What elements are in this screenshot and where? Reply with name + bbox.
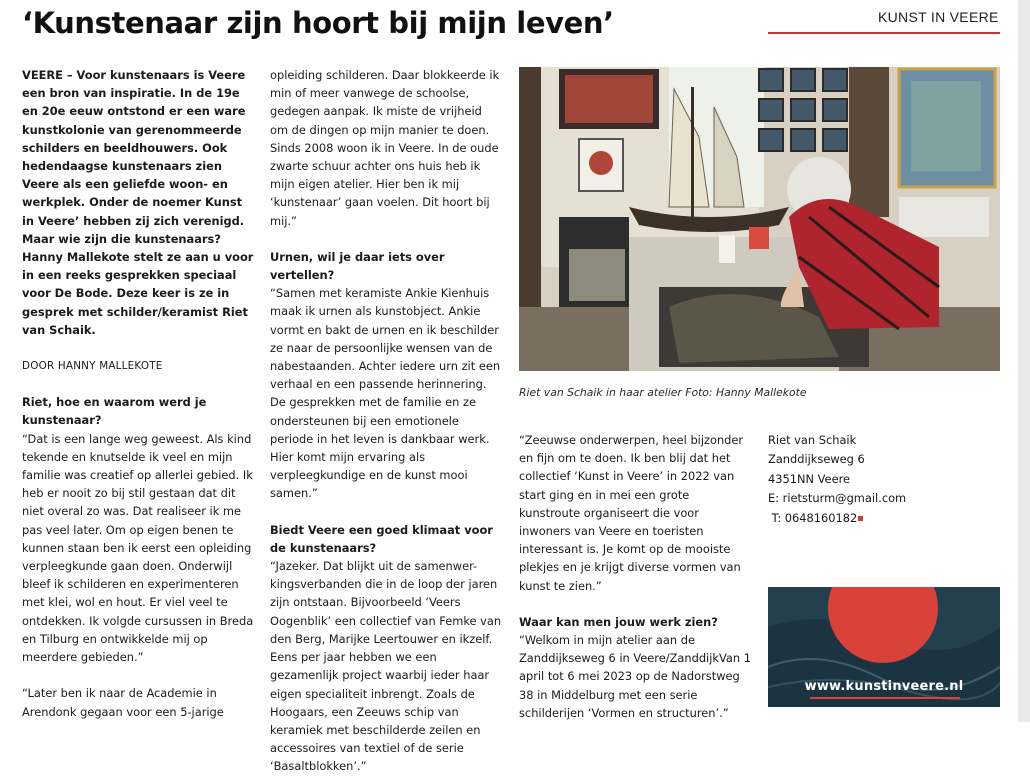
column-2 xyxy=(270,66,502,776)
answer-4: “Welkom in mijn atelier aan de Zanddijkseweg 6 in Veere/ZanddijkVan 1 april tot 6 mei 2023 op de Nadorstweg 38 in Middelburg met een serie schilderijen ‘Vormen en structuren’.” xyxy=(519,633,751,720)
kunst-in-veere-promo xyxy=(768,587,1000,707)
column-1 xyxy=(22,66,254,721)
question-4: Waar kan men jouw werk zien? xyxy=(519,614,718,629)
end-mark-icon xyxy=(858,516,863,521)
atelier-illustration xyxy=(519,67,1000,371)
atelier-photo xyxy=(519,67,1000,371)
photo-caption: Riet van Schaik in haar atelier Foto: Hanny Mallekote xyxy=(519,386,807,399)
paragraph-zeeuws: “Zeeuwse onderwerpen, heel bijzonder en fijn om te doen. Ik ben blij dat het collectief ‘Kunst in Veere’ in 2022 van start ging en in mei een grote kunstroute organiseert die voor inwoners van Veere en toeristen interessant is. Je komt op de mooiste plekjes en je krijgt diverse vormen van kunst te zien.” xyxy=(519,433,744,593)
paragraph-academy: “Later ben ik naar de Academie in Arendonk gegaan voor een 5-jarige xyxy=(22,686,224,719)
contact-phone-line xyxy=(768,509,906,528)
answer-2: “Samen met keramiste Ankie Kienhuis maak ik urnen als kunstobject. Ankie vormt en bakt de urnen en ik beschilder ze naar de persoonlijke wensen van de nabestaanden. Achter iedere urn zit een verhaal en een passende herinnering. De gesprekken met de familie en ze ondersteunen bij een emotionele periode in het leven is dankbaar werk. Hier komt mijn ervaring als verpleegkundige en de kunst mooi samen.” xyxy=(270,286,501,501)
section-rule xyxy=(768,32,1000,34)
contact-street: Zanddijkseweg 6 xyxy=(768,452,865,467)
contact-name: Riet van Schaik xyxy=(768,433,857,447)
question-2: Urnen, wil je daar iets over vertellen? xyxy=(270,249,445,283)
page-edge xyxy=(1018,0,1030,722)
column-3 xyxy=(519,431,751,722)
section-label: KUNST IN VEERE xyxy=(878,9,999,25)
byline: DOOR HANNY MALLEKOTE xyxy=(22,360,163,373)
url-underline xyxy=(810,697,960,699)
contact-block xyxy=(768,431,906,528)
answer-1: “Dat is een lange weg geweest. Als kind tekende en knutselde ik veel en mijn familie was creatief op allerlei gebied. Ik heb er nooit zo bij stil gestaan dat dit niet overal zo was. Dat realiseer ik me pas veel later. Om op eigen benen te kunnen staan ben ik eerst een opleiding verpleegkunde gaan doen. Onderwijl bleef ik schilderen en experimenteren met klei, wol en hout. Er viel veel te ontdekken. Ik volgde cursussen in Breda en Tilburg en ontwikkelde mij op meerdere gebieden.” xyxy=(22,431,254,665)
contact-postal: 4351NN Veere xyxy=(768,471,851,486)
lead-paragraph: VEERE – Voor kunstenaars is Veere een bron van inspiratie. In de 19e en 20e eeuw ontstond er een ware kunstkolonie van gerenommeerde schilders en beeldhouwers. Ook hedendaagse kunstenaars zien Veere als een geliefde woon- en werkplek. Onder de noemer Kunst in Veere’ hebben zij zich verenigd. Maar wie zijn die kunstenaars?Hanny Mallekote stelt ze aan u voor in een reeks gesprekken speciaal voor De Bode. Deze keer is ze in gesprek met schilder/keramist Riet van Schaik. xyxy=(22,68,254,337)
headline: ‘Kunstenaar zijn hoort bij mijn leven’ xyxy=(22,6,614,40)
contact-email: E: rietsturm@gmail.com xyxy=(768,491,907,506)
paragraph-continued: opleiding schilderen. Daar blokkeerde ik min of meer vanwege de schoolse, gedegen aanpak. Ik miste de vrijheid om de dingen op mijn manier te doen. Sinds 2008 woon ik in Veere. In de oude zwarte schuur achter ons huis heb ik mijn eigen atelier. Hier ben ik mij ‘kunstenaar’ gaan voelen. Dit hoort bij mij.” xyxy=(270,68,500,228)
question-3: Biedt Veere een goed klimaat voor de kunstenaars? xyxy=(270,522,493,555)
contact-phone: T: 0648160182 xyxy=(771,510,858,525)
answer-3: “Jazeker. Dat blijkt uit de samenwer-kingsverbanden die in de loop der jaren zijn ontstaan. Bijvoorbeeld ‘Veers Oogenblik’ een collectief van Femke van den Berg, Marijke Leertouwer en ikzelf. Eens per jaar hebben we een gezamenlijk project waarbij ieder haar eigen specialiteit inbrengt. Zoals de Hoogaars, een Zeeuws schip van keramiek met beschilderde zeilen en accessoires van textiel of de serie ‘Basaltblokken’.” xyxy=(270,559,502,774)
website-url: www.kunstinveere.nl xyxy=(804,679,964,694)
question-1: Riet, hoe en waarom werd je kunstenaar? xyxy=(22,395,207,428)
